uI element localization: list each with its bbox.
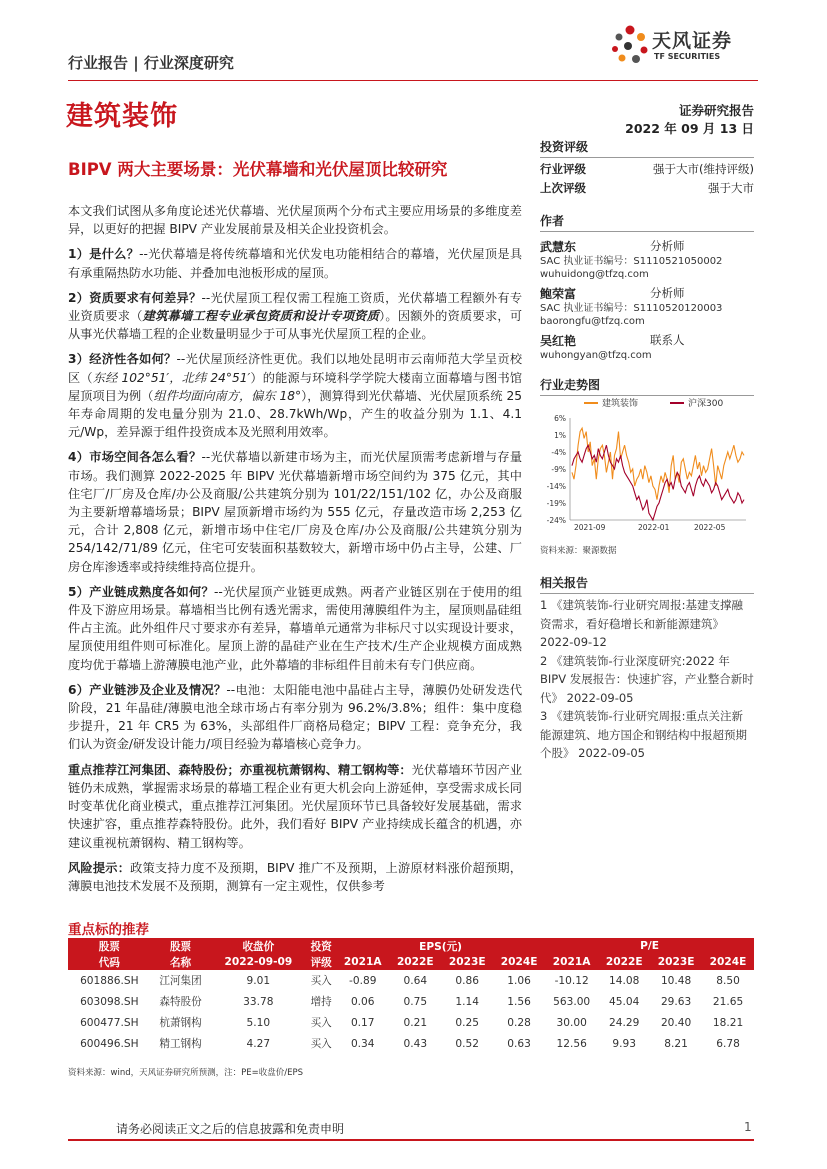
investment-rating: 增持: [310, 996, 332, 1008]
pe-value: -10.12: [554, 974, 589, 987]
eps-value: 0.75: [403, 995, 428, 1008]
stock-name: 杭萧钢构: [159, 1017, 202, 1029]
pe-value: 8.21: [664, 1037, 688, 1050]
eps-value: -0.89: [349, 974, 377, 987]
q4-text: --光伏幕墙以新建市场为主，而光伏屋顶需考虑新增与存量市场。我们测算 2022-2025 年 BIPV 光伏幕墙新增市场空间约为 375 亿元，其中住宅厂/厂房及仓库/办公及商服/公共建筑分别为 101/22/151/102 亿，办公及商服为主要新增幕墙场景；BIPV 屋顶新增市场约为 555 亿元，存量改造市场 2,253 亿元，合计 2,808 亿元，新增市场中住宅/厂房及仓库/办公及商服/公共建筑分别为 254/142/71/89 亿元，住宅可安装面积基数较大，新增市场中仍占主导，公建、厂房仓库渗透率或持续维持高位提升。: [68, 450, 523, 574]
q5-heading: 5）产业链成熟度各如何？: [68, 584, 214, 599]
table-header-row: [68, 954, 754, 970]
table-source-note: 资料来源：wind，天风证券研究所预测，注：PE=收盘价/EPS: [68, 1068, 303, 1078]
q3-italic-1: 东经 102°51′，北纬 24°51′: [92, 370, 251, 385]
header-cell: 2022-09-09: [210, 954, 306, 970]
q1-paragraph: [68, 245, 522, 281]
author-email[interactable]: wuhuidong@tfzq.com: [540, 269, 649, 280]
eps-value: 0.28: [507, 1016, 531, 1029]
footer-disclaimer: 请务必阅读正文之后的信息披露和免责申明: [116, 1122, 345, 1136]
stocks-table: [68, 938, 754, 1054]
x-tick-label: 2021-09: [574, 523, 606, 532]
legend-label: 沪深300: [688, 399, 724, 409]
header-cell: 股票: [68, 938, 151, 954]
q2-text-a: --光伏屋顶工程仅需工程施工资质，光伏幕墙工程额外有专业资质要求（: [68, 290, 523, 324]
y-tick-label: 1%: [554, 431, 566, 440]
trend-chart: [540, 394, 754, 540]
rating-row: [540, 160, 754, 179]
table-row: [68, 1012, 754, 1033]
q1-heading: 1）是什么？: [68, 247, 140, 262]
intro-paragraph: 本文我们试图从多角度论述光伏幕墙、光伏屋顶两个分布式主要应用场景的多维度差异，以更好的把握 BIPV 产业发展前景及相关企业投资机会。: [68, 204, 522, 237]
recommendation-text: 光伏幕墙环节因产业链仍未成熟，掌握需求场景的幕墙工程企业有更大机会向上游延伸，享受需求成长同时变革优化商业模式，重点推荐江河集团。光伏屋顶环节已具备较好发展基础，需求快速扩容，重点推荐森特股份。此外，我们看好 BIPV 产业持续成长蕴含的机遇，亦建议重视杭萧钢构、精工钢构等。: [68, 762, 523, 850]
rating-value: 强于大市(维持评级): [653, 162, 754, 176]
y-tick-label: -24%: [546, 516, 566, 525]
rating-table: [540, 160, 754, 198]
rating-label: 行业评级: [540, 162, 586, 176]
stocks-section-title: 重点标的推荐: [68, 922, 149, 938]
q5-paragraph: [68, 583, 522, 674]
risk-text: 政策支持力度不及预期，BIPV 推广不及预期，上游原材料涨价超预期，薄膜电池技术发展不及预期，测算有一定主观性，仅供参考: [68, 860, 522, 893]
pe-value: 6.78: [716, 1037, 740, 1050]
investment-rating: 买入: [310, 1017, 332, 1029]
header-cell: 评级: [306, 954, 336, 970]
stock-name: 江河集团: [159, 975, 202, 987]
risk-heading: 风险提示：: [68, 860, 131, 875]
q5-text: --光伏屋顶产业链更成熟。两者产业链区别在于使用的组件及下游应用场景。幕墙相当比例有透光需求，需使用薄膜组件为主，屋顶则晶硅组件占主流。此外组件尺寸要求亦有差异，幕墙单元通常为非标尺寸以实现设计要求，屋顶使用组件则可标准化。屋顶上游的晶硅产业在生产技术/生产企业规模方面成熟度均优于幕墙上游薄膜电池产业，此外幕墙的非标组件目前未有专门供应商。: [68, 584, 523, 672]
close-price: 9.01: [246, 974, 271, 987]
q2-text-b: ）。因额外的资质要求，可从事光伏幕墙工程的企业数量明显少于可从事光伏屋顶工程的企业。: [68, 309, 523, 342]
trend-section: [540, 376, 754, 396]
author-list: [540, 238, 754, 362]
stock-name: 精工钢构: [159, 1038, 202, 1050]
stock-code: 601886.SH: [80, 974, 139, 987]
investment-rating: 买入: [310, 1038, 332, 1050]
eps-value: 0.43: [403, 1037, 428, 1050]
related-report-item[interactable]: 3 《建筑装饰-行业研究周报:重点关注新能源建筑、地方国企和钢结构中报超预期个股》 2022-09-05: [540, 709, 747, 760]
pe-value: 18.21: [712, 1016, 744, 1029]
trend-section-title: 行业走势图: [540, 376, 754, 396]
eps-value: 0.17: [350, 1016, 375, 1029]
header-cell: 2022E: [389, 954, 441, 970]
related-report-item[interactable]: 2 《建筑装饰-行业深度研究:2022 年 BIPV 发展报告：快速扩容，产业整合新时代》 2022-09-05: [540, 653, 754, 705]
author-email[interactable]: wuhongyan@tfzq.com: [540, 350, 652, 361]
header-cell: 代码: [68, 954, 151, 970]
close-price: 5.10: [246, 1016, 271, 1029]
rating-section-title: 投资评级: [540, 138, 754, 158]
eps-value: 0.52: [455, 1037, 479, 1050]
header-cell: 2021A: [545, 954, 598, 970]
related-section-title: 相关报告: [540, 574, 754, 594]
related-list: [540, 596, 754, 763]
header-cell: P/E: [545, 938, 754, 954]
q2-italic: 建筑幕墙工程专业承包资质和设计专项资质: [142, 309, 380, 324]
brand-name-cn: 天风证券: [652, 30, 733, 52]
table-row: [68, 1033, 754, 1054]
header-cell: 2023E: [650, 954, 702, 970]
pe-value: 20.40: [660, 1016, 692, 1029]
pe-value: 10.48: [660, 974, 692, 987]
eps-value: 1.14: [455, 995, 479, 1008]
y-tick-label: -9%: [551, 465, 566, 474]
q3-italic-2: 组件均面向南方，偏东 18°: [153, 388, 302, 403]
close-price: 33.78: [243, 995, 274, 1008]
logo-dots-icon: [610, 24, 650, 66]
header-cell: 2024E: [702, 954, 754, 970]
close-price: 4.27: [246, 1037, 271, 1050]
header-divider: [68, 80, 758, 81]
q3-text-c: ），测算得到光伏幕墙、光伏屋顶系统 25 年寿命周期的发电量分别为 21.0、28.7kWh/Wp，产生的收益分别为 1.1、4.1 元/Wp，差异源于组件投资成本及光照利用效率。: [68, 388, 522, 440]
y-tick-label: -19%: [546, 499, 566, 508]
q4-paragraph: [68, 448, 522, 575]
header-cell: 收盘价: [210, 938, 306, 954]
q6-paragraph: [68, 681, 522, 754]
page-number: 1: [744, 1120, 752, 1134]
report-body: [68, 202, 522, 902]
x-tick-label: 2022-01: [638, 523, 670, 532]
eps-value: 0.86: [455, 974, 479, 987]
header-cell: 2021A: [336, 954, 389, 970]
pe-value: 12.56: [556, 1037, 587, 1050]
table-row: [68, 970, 754, 991]
eps-value: 1.56: [507, 995, 531, 1008]
brand-logo: [604, 18, 764, 74]
series-line-2: [572, 445, 744, 520]
author-name: 武慧东: [540, 240, 577, 254]
recommendation-paragraph: [68, 761, 522, 852]
stock-code: 600477.SH: [80, 1016, 139, 1029]
pe-value: 14.08: [609, 974, 640, 987]
q3-paragraph: [68, 350, 522, 441]
header-cell: 股票: [151, 938, 211, 954]
sidebar: [540, 138, 754, 362]
eps-value: 1.06: [507, 974, 531, 987]
q4-heading: 4）市场空间各怎么看？: [68, 450, 202, 465]
pe-value: 24.29: [609, 1016, 640, 1029]
author-role: 联系人: [650, 333, 685, 347]
header-cell: 名称: [151, 954, 211, 970]
q3-text-a: --光伏屋顶经济性更优。我们以地处昆明市云南师范大学呈贡校区（: [68, 352, 523, 385]
stock-name: 森特股份: [159, 996, 202, 1008]
report-category: 行业报告 | 行业深度研究: [68, 54, 234, 72]
x-tick-label: 2022-05: [694, 523, 726, 532]
industry-name: 建筑装饰: [66, 101, 178, 132]
eps-value: 0.64: [403, 974, 428, 987]
pe-value: 29.63: [660, 995, 692, 1008]
report-kind: 证券研究报告: [678, 103, 754, 118]
pe-value: 21.65: [712, 995, 744, 1008]
q3-heading: 3）经济性各如何？: [68, 352, 177, 367]
header-cell: 2024E: [493, 954, 545, 970]
authors-section-title: 作者: [540, 212, 754, 232]
chart-source: 资料来源：聚源数据: [540, 546, 617, 556]
author-cert: SAC 执业证书编号：S1110520120003: [540, 303, 723, 314]
header-cell: 2022E: [598, 954, 650, 970]
stock-code: 600496.SH: [80, 1037, 139, 1050]
eps-value: 0.63: [507, 1037, 531, 1050]
y-tick-label: -14%: [546, 482, 566, 491]
rating-value: 强于大市: [708, 181, 754, 195]
pe-value: 9.93: [612, 1037, 636, 1050]
stock-code: 603098.SH: [80, 995, 139, 1008]
pe-value: 563.00: [553, 995, 591, 1008]
header-cell: EPS(元): [336, 938, 545, 954]
related-report-item[interactable]: 1 《建筑装饰-行业研究周报:基建支撑融资需求，看好稳增长和新能源建筑》 2022-09-12: [540, 598, 743, 649]
author-role: 分析师: [650, 286, 685, 300]
rating-label: 上次评级: [540, 181, 586, 195]
author-entry: [540, 332, 754, 362]
y-tick-label: 6%: [554, 414, 566, 423]
legend-label: 建筑装饰: [602, 399, 639, 409]
author-email[interactable]: baorongfu@tfzq.com: [540, 316, 645, 327]
footer-divider: [68, 1139, 754, 1141]
author-name: 鲍荣富: [540, 287, 577, 301]
brand-name-en: TF SECURITIES: [654, 52, 721, 61]
report-title: BIPV 两大主要场景：光伏幕墙和光伏屋顶比较研究: [68, 160, 448, 179]
header-cell: 投资: [306, 938, 336, 954]
table-header-row: [68, 938, 754, 954]
report-date: 2022 年 09 月 13 日: [625, 121, 754, 136]
author-cert: SAC 执业证书编号：S1110521050002: [540, 256, 723, 267]
author-name: 吴红艳: [540, 334, 577, 348]
investment-rating: 买入: [310, 975, 332, 987]
eps-value: 0.21: [403, 1016, 428, 1029]
q2-paragraph: [68, 289, 522, 344]
author-entry: [540, 238, 754, 281]
table-row: [68, 991, 754, 1012]
eps-value: 0.25: [455, 1016, 479, 1029]
pe-value: 45.04: [609, 995, 640, 1008]
author-entry: [540, 285, 754, 328]
rating-row: [540, 179, 754, 198]
q3-text-b: ）的能源与环境科学学院大楼南立面幕墙与图书馆屋顶项目为例（: [68, 370, 523, 403]
q1-text: --光伏幕墙是将传统幕墙和光伏发电功能相结合的幕墙，光伏屋顶是具有承重隔热防水功能、并叠加电池板形成的屋顶。: [68, 247, 523, 280]
related-section: [540, 574, 754, 763]
y-tick-label: -4%: [551, 448, 566, 457]
q2-heading: 2）资质要求有何差异？: [68, 290, 202, 305]
recommendation-heading: 重点推荐江河集团、森特股份；亦重视杭萧钢构、精工钢构等：: [68, 762, 412, 777]
header-cell: 2023E: [441, 954, 493, 970]
risk-paragraph: [68, 859, 522, 895]
q6-text: --电池：太阳能电池中晶硅占主导，薄膜仍处研发迭代阶段，21 年晶硅/薄膜电池全球市场占有率分别为 96.2%/3.8%；组件：集中度稳步提升，21 年 CR5 为 63%，头部组件厂商格局稳定；BIPV 工程：竞争充分，我们认为资金/研发设计能力/项目经验为幕墙核心竞争力。: [68, 682, 523, 752]
q6-heading: 6）产业链涉及企业及情况？: [68, 682, 227, 697]
eps-value: 0.06: [350, 995, 375, 1008]
pe-value: 8.50: [716, 974, 740, 987]
eps-value: 0.34: [350, 1037, 375, 1050]
author-role: 分析师: [650, 239, 685, 253]
pe-value: 30.00: [556, 1016, 587, 1029]
